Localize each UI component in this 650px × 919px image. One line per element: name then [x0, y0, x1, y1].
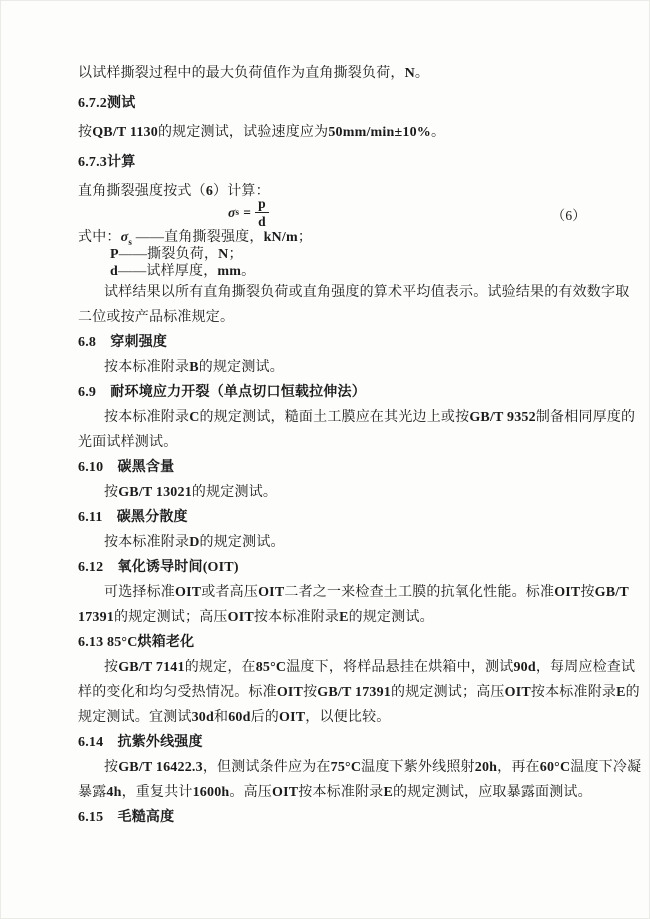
text-segment: s: [128, 236, 133, 247]
text-segment: 温度下，将样品悬挂在烘箱中，测试: [286, 659, 514, 675]
text-segment: d: [110, 263, 118, 279]
text-segment: 60d: [228, 709, 251, 725]
document-line: [78, 480, 578, 505]
text-segment: 。高压: [229, 784, 272, 800]
text-segment: OIT: [279, 709, 306, 725]
text-segment: 二者之一来检查土工膜的抗氧化性能。标准: [284, 584, 555, 600]
text-segment: D: [189, 534, 200, 550]
document-line: [78, 430, 578, 455]
text-segment: ；: [228, 246, 243, 262]
text-segment: 6.8 穿刺强度: [78, 334, 168, 350]
text-segment: 6.9 耐环境应力开裂（单点切口恒载拉伸法）: [78, 384, 366, 400]
text-segment: 按: [104, 659, 119, 675]
section-heading: [78, 630, 578, 655]
text-segment: 温度下紫外线照射: [361, 759, 475, 775]
text-segment: 的规定测试，糙面土工膜应在其光边上或按: [199, 409, 470, 425]
section-heading: [78, 380, 578, 405]
text-segment: 的规定测试。: [199, 534, 285, 550]
document-line: [78, 305, 578, 330]
document-line: [78, 755, 642, 780]
text-segment: 1600h: [192, 784, 230, 800]
text-segment: 式中：: [78, 229, 121, 245]
text-segment: 暴露: [78, 784, 107, 800]
text-segment: GB/T 9352: [469, 409, 536, 425]
equation-number: （6）: [551, 207, 586, 223]
section-heading: [78, 505, 578, 530]
text-segment: 6.12 氧化诱导时间(OIT): [78, 559, 239, 575]
fraction-p-over-d: $\frac{p}{d}$: [255, 197, 269, 229]
text-segment: 的规定，在: [184, 659, 256, 675]
text-segment: GB/T 7141: [118, 659, 185, 675]
text-segment: 6.11 碳黑分散度: [78, 509, 188, 525]
document-line: [78, 680, 640, 705]
text-segment: 的规定测试。: [198, 359, 284, 375]
text-segment: GB/T: [594, 584, 629, 600]
text-segment: 的规定测试，应取暴露面测试。: [393, 784, 592, 800]
document-line: [78, 780, 592, 805]
text-segment: N: [404, 66, 415, 81]
text-segment: ，以便比较。: [305, 709, 391, 725]
text-segment: OIT: [227, 609, 254, 625]
text-segment: P: [110, 246, 119, 262]
text-segment: 温度下冷凝: [570, 759, 642, 775]
text-segment: 按: [104, 759, 119, 775]
text-segment: 6.13 85°C烘箱老化: [78, 634, 195, 650]
text-segment: ——撕裂负荷，: [118, 246, 219, 262]
text-segment: OIT: [554, 584, 581, 600]
text-segment: E: [383, 784, 394, 800]
text-segment: ；: [297, 229, 313, 245]
text-segment: 和: [214, 709, 229, 725]
text-segment: 后的: [250, 709, 279, 725]
document-line: [78, 263, 578, 280]
text-segment: GB/T 16422.3: [118, 759, 203, 775]
text-segment: 6.7.3计算: [78, 154, 136, 170]
text-segment: 按: [580, 584, 595, 600]
text-segment: 按本标准附录: [253, 609, 340, 625]
text-segment: 的规定测试。: [348, 609, 434, 625]
text-segment: 17391: [78, 609, 114, 625]
text-segment: 6.7.2测试: [78, 95, 136, 111]
text-segment: 按本标准附录: [530, 684, 617, 700]
section-heading: [78, 148, 578, 178]
text-segment: 的: [625, 684, 640, 700]
section-heading: [78, 555, 578, 580]
text-segment: ——直角撕裂强度，: [132, 229, 264, 245]
text-segment: 30d: [191, 709, 214, 725]
text-segment: σ: [120, 229, 129, 245]
document-line: [78, 229, 578, 246]
text-segment: 制备相同厚度的: [535, 409, 636, 425]
document-line: [78, 280, 630, 305]
document-line: [78, 705, 578, 730]
tear-strength-formula: σ s = $\frac{p}{d}$: [228, 197, 269, 229]
text-segment: ——试样厚度，: [118, 263, 218, 279]
text-segment: 规定测试。宜测试: [78, 709, 192, 725]
text-segment: 6.15 毛糙高度: [78, 809, 175, 825]
text-segment: C: [189, 409, 200, 425]
text-segment: 按本标准附录: [104, 409, 190, 425]
document-line: [78, 246, 578, 263]
text-segment: 的规定测试。: [191, 484, 278, 500]
document-line: [78, 530, 578, 555]
text-segment: 。: [241, 263, 256, 279]
text-segment: 6: [205, 184, 214, 199]
formula-line: [78, 195, 586, 229]
text-segment: 光面试样测试。: [78, 434, 178, 450]
document-line: [78, 580, 629, 605]
section-heading: [78, 89, 578, 119]
text-segment: E: [616, 684, 626, 700]
document-line: [78, 605, 578, 630]
document-line: [78, 405, 636, 430]
text-segment: 6.10 碳黑含量: [78, 459, 175, 475]
text-segment: 85°C: [255, 659, 287, 675]
text-segment: 90d: [513, 659, 536, 675]
text-segment: 直角撕裂强度按式（: [78, 184, 206, 199]
text-segment: ，重复共计: [121, 784, 193, 800]
document-line: [78, 655, 636, 680]
text-segment: OIT: [258, 584, 285, 600]
text-segment: OIT: [175, 584, 202, 600]
text-segment: OIT: [272, 784, 299, 800]
text-segment: 6.14 抗紫外线强度: [78, 734, 203, 750]
text-segment: 。: [430, 125, 446, 140]
text-segment: 可选择标准: [104, 584, 175, 600]
text-segment: 按: [303, 684, 318, 700]
text-segment: 样的变化和均匀受热情况。标准: [78, 684, 277, 700]
text-segment: E: [339, 609, 349, 625]
text-segment: GB/T 17391: [317, 684, 391, 700]
text-segment: 按本标准附录: [104, 534, 190, 550]
document-content: [78, 59, 642, 830]
text-segment: 的规定测试，试验速度应为: [157, 125, 329, 140]
text-segment: 试样结果以所有直角撕裂负荷或直角强度的算术平均值表示。试验结果的有效数字取: [104, 284, 630, 300]
text-segment: ，再在: [497, 759, 540, 775]
sigma-symbol: σ: [228, 204, 236, 220]
text-segment: 按本标准附录: [298, 784, 384, 800]
text-segment: 按: [78, 125, 93, 140]
text-segment: 按: [104, 484, 119, 500]
section-heading: [78, 730, 578, 755]
text-segment: 或者高压: [201, 584, 259, 600]
text-segment: ）计算：: [213, 184, 270, 199]
text-segment: 的规定测试；高压: [391, 684, 505, 700]
text-segment: 60°C: [539, 759, 571, 775]
text-segment: 75°C: [330, 759, 362, 775]
text-segment: 4h: [106, 784, 122, 800]
document-line: [78, 355, 578, 380]
document-line: [78, 118, 578, 148]
text-segment: mm: [217, 263, 242, 279]
text-segment: ，但测试条件应为在: [202, 759, 331, 775]
document-line: [78, 177, 578, 207]
section-heading: [78, 455, 578, 480]
section-heading: [78, 330, 578, 355]
text-segment: 的规定测试；高压: [114, 609, 228, 625]
text-segment: B: [189, 359, 199, 375]
text-segment: 。: [414, 66, 430, 81]
text-segment: OIT: [276, 684, 304, 700]
text-segment: 20h: [474, 759, 498, 775]
text-segment: 按本标准附录: [104, 359, 190, 375]
text-segment: 50mm/min±10%: [328, 125, 431, 140]
text-segment: QB/T 1130: [92, 125, 158, 140]
section-heading: [78, 805, 578, 830]
text-segment: OIT: [504, 684, 531, 700]
text-segment: GB/T 13021: [118, 484, 192, 500]
text-segment: ，每周应检查试: [535, 659, 636, 675]
text-segment: 以试样撕裂过程中的最大负荷值作为直角撕裂负荷，: [78, 66, 405, 81]
document-line: [78, 59, 578, 89]
text-segment: 二位或按产品标准规定。: [78, 309, 235, 325]
text-segment: kN/m: [263, 229, 298, 245]
text-segment: N: [218, 246, 229, 262]
